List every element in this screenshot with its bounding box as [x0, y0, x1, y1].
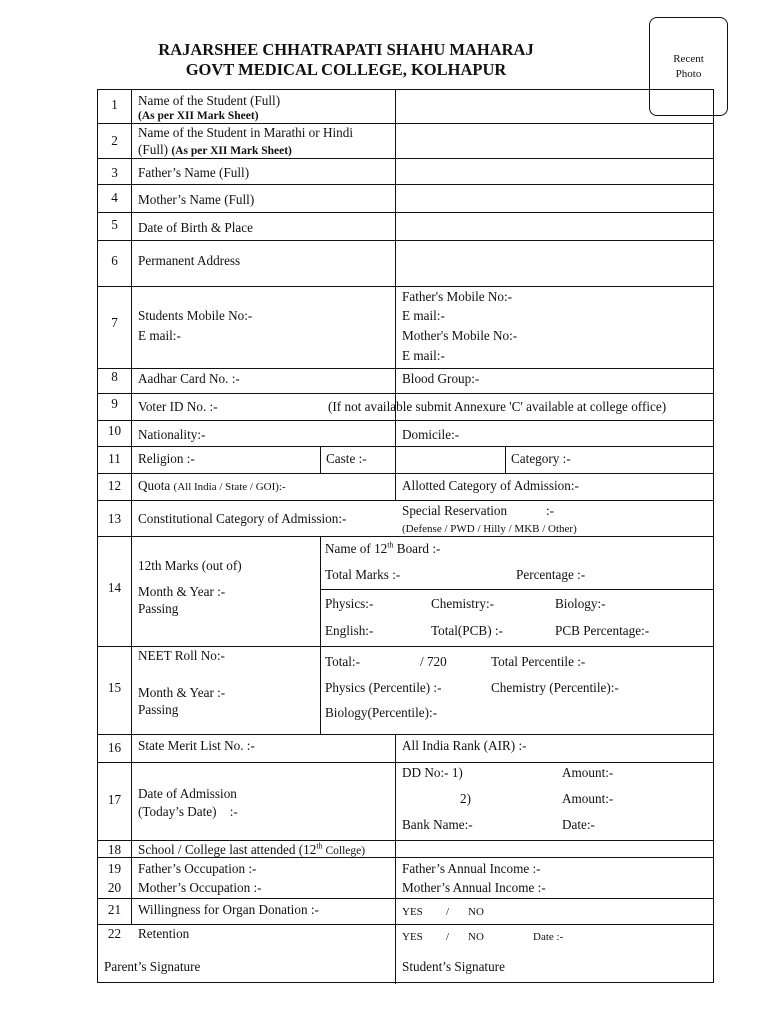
amount-1-label: Amount:-	[562, 765, 614, 780]
nationality-label: Nationality:-	[138, 427, 206, 442]
aadhar-label: Aadhar Card No. :-	[138, 371, 240, 386]
row-divider	[98, 286, 713, 287]
pcb-percentage-label: PCB Percentage:-	[555, 623, 650, 638]
neet-max-score: / 720	[420, 654, 447, 669]
twelfth-marks-label: 12th Marks (out of)	[138, 558, 242, 573]
english-marks-label: English:-	[325, 623, 374, 638]
row-number: 18	[107, 842, 122, 857]
student-email-label: E mail:-	[138, 328, 181, 343]
biology-percentile-label: Biology(Percentile):-	[325, 705, 438, 720]
row-divider	[98, 898, 713, 899]
row-number: 2	[111, 133, 118, 148]
dd-number-2-label: 2)	[460, 791, 471, 806]
domicile-label: Domicile:-	[402, 427, 460, 442]
column-divider	[505, 446, 506, 473]
row-divider	[98, 212, 713, 213]
mother-name-label: Mother’s Name (Full)	[138, 192, 255, 207]
todays-date-label: (Today’s Date) :-	[138, 804, 238, 819]
row-divider	[98, 420, 713, 421]
dd-date-label: Date:-	[562, 817, 595, 832]
total-pcb-label: Total(PCB) :-	[431, 623, 503, 638]
student-name-note: (As per XII Mark Sheet)	[138, 110, 259, 122]
neet-roll-label: NEET Roll No:-	[138, 648, 225, 663]
voter-id-label: Voter ID No. :-	[138, 399, 218, 414]
row-number: 12	[107, 478, 122, 493]
percentage-label: Percentage :-	[516, 567, 586, 582]
mother-mobile-label: Mother's Mobile No:-	[402, 328, 518, 343]
row-divider	[98, 473, 713, 474]
retention-label: Retention	[138, 926, 190, 941]
neet-total-label: Total:-	[325, 654, 360, 669]
twelfth-passing-label: Passing	[138, 601, 179, 616]
quota-label: Quota (All India / State / GOI):-	[138, 478, 286, 493]
mother-email-label: E mail:-	[402, 348, 445, 363]
row-number: 17	[107, 792, 122, 807]
row-number: 9	[111, 396, 118, 411]
last-school-label: School / College last attended (12th College)	[138, 841, 366, 857]
religion-label: Religion :-	[138, 451, 195, 466]
parent-signature-label: Parent’s Signature	[104, 959, 201, 974]
row-number: 15	[107, 680, 122, 695]
column-divider	[395, 734, 396, 984]
row-number: 4	[111, 190, 118, 205]
marathi-name-label-line2: (Full) (As per XII Mark Sheet)	[138, 142, 292, 157]
row-divider	[98, 184, 713, 185]
student-signature-label: Student’s Signature	[402, 959, 505, 974]
all-india-rank-label: All India Rank (AIR) :-	[402, 738, 527, 753]
total-marks-label: Total Marks :-	[325, 567, 401, 582]
father-email-label: E mail:-	[402, 308, 445, 323]
dd-number-1-label: DD No:- 1)	[402, 765, 463, 780]
bank-name-label: Bank Name:-	[402, 817, 473, 832]
row-number: 8	[111, 369, 118, 384]
retention-date-label: Date :-	[533, 931, 564, 943]
row-number: 7	[111, 315, 118, 330]
option-separator: /	[446, 906, 450, 918]
column-divider	[320, 536, 321, 734]
biology-marks-label: Biology:-	[555, 596, 606, 611]
row-divider	[98, 240, 713, 241]
admission-form-table	[97, 89, 714, 983]
father-occupation-label: Father’s Occupation :-	[138, 861, 257, 876]
college-name-line2: GOVT MEDICAL COLLEGE, KOLHAPUR	[185, 60, 507, 79]
voter-id-note: (If not available submit Annexure 'C' available at college office)	[328, 399, 667, 414]
row-divider	[98, 500, 713, 501]
row-divider	[98, 762, 713, 763]
option-separator: /	[446, 931, 450, 943]
organ-donation-label: Willingness for Organ Donation :-	[138, 902, 319, 917]
photo-label-line2: Photo	[675, 67, 702, 80]
row-number: 5	[111, 217, 118, 232]
row-number: 3	[111, 165, 118, 180]
column-divider	[320, 446, 321, 473]
address-label: Permanent Address	[138, 253, 241, 268]
mother-occupation-label: Mother’s Occupation :-	[138, 880, 262, 895]
college-name-line1: RAJARSHEE CHHATRAPATI SHAHU MAHARAJ	[158, 40, 534, 59]
neet-month-year-label: Month & Year :-	[138, 685, 226, 700]
row-divider	[98, 446, 713, 447]
physics-marks-label: Physics:-	[325, 596, 374, 611]
board-name-label: Name of 12th Board :-	[325, 540, 441, 556]
physics-percentile-label: Physics (Percentile) :-	[325, 680, 442, 695]
row-number: 6	[111, 253, 118, 268]
row-number: 22	[107, 926, 122, 941]
row-number: 1	[111, 97, 118, 112]
state-merit-label: State Merit List No. :-	[138, 738, 255, 753]
organ-no-option[interactable]: NO	[468, 906, 484, 918]
chemistry-percentile-label: Chemistry (Percentile):-	[491, 680, 619, 695]
student-name-label: Name of the Student (Full)	[138, 93, 281, 108]
row-number: 20	[107, 880, 122, 895]
allotted-category-label: Allotted Category of Admission:-	[402, 478, 579, 493]
total-percentile-label: Total Percentile :-	[491, 654, 586, 669]
category-label: Category :-	[511, 451, 571, 466]
caste-label: Caste :-	[326, 451, 367, 466]
constitutional-category-label: Constitutional Category of Admission:-	[138, 511, 347, 526]
retention-no-option[interactable]: NO	[468, 931, 484, 943]
chemistry-marks-label: Chemistry:-	[431, 596, 495, 611]
row-number: 19	[107, 861, 122, 876]
row-number: 14	[107, 580, 122, 595]
column-divider	[395, 90, 396, 500]
special-reservation-colon: :-	[546, 503, 555, 518]
dob-label: Date of Birth & Place	[138, 220, 253, 235]
marathi-name-label: Name of the Student in Marathi or Hindi	[138, 125, 353, 140]
photo-label-line1: Recent	[673, 52, 704, 65]
row-divider	[98, 840, 713, 841]
row-divider	[98, 368, 713, 369]
neet-passing-label: Passing	[138, 702, 179, 717]
special-reservation-label: Special Reservation	[402, 503, 508, 518]
row-number: 21	[107, 902, 122, 917]
row-number: 13	[107, 511, 122, 526]
father-income-label: Father’s Annual Income :-	[402, 861, 541, 876]
amount-2-label: Amount:-	[562, 791, 614, 806]
blood-group-label: Blood Group:-	[402, 371, 480, 386]
organ-yes-option[interactable]: YES	[402, 906, 423, 918]
special-reservation-note: (Defense / PWD / Hilly / MKB / Other)	[402, 523, 577, 535]
mother-income-label: Mother’s Annual Income :-	[402, 880, 546, 895]
father-name-label: Father’s Name (Full)	[138, 165, 250, 180]
row-number: 11	[108, 451, 121, 466]
student-mobile-label: Students Mobile No:-	[138, 308, 253, 323]
row-divider	[98, 734, 713, 735]
row-divider	[320, 589, 713, 590]
retention-yes-option[interactable]: YES	[402, 931, 423, 943]
number-column-divider	[131, 90, 132, 924]
twelfth-month-year-label: Month & Year :-	[138, 584, 226, 599]
father-mobile-label: Father's Mobile No:-	[402, 289, 513, 304]
row-divider	[98, 646, 713, 647]
row-number: 16	[107, 740, 122, 755]
admission-date-label: Date of Admission	[138, 786, 237, 801]
row-divider	[98, 924, 713, 925]
row-divider	[98, 393, 713, 394]
row-number: 10	[107, 423, 122, 438]
